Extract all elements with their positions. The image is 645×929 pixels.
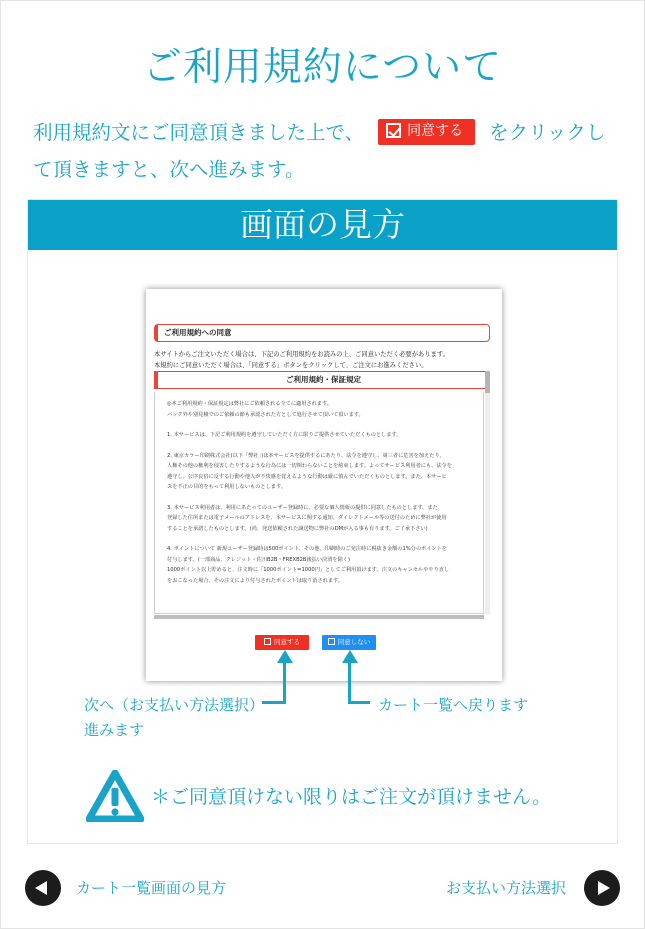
shot-scrollbar <box>485 371 490 614</box>
prev-arrow-icon[interactable] <box>25 870 61 906</box>
panel-header: 画面の見方 <box>28 200 617 250</box>
shot-agree-button <box>255 635 309 650</box>
terms-paragraph: 3. 本サービス利用者は、利用にあたってのユーザー登録時に、必要な個人情報の提供に同意したものとします。また、 登録した住所または電子メールのアドレスを、本サービスに関する通知、ダイレクトメール等の送付のために弊社が使用 することを承諾したものとします。(尚、発送依頼された譲送物に弊社のDMが入る事も有ります。ご了承下さい) <box>167 504 447 532</box>
shot-disagree-button <box>322 635 376 650</box>
screenshot-preview <box>146 289 502 681</box>
terms-paragraph: ◎本ご利用規約・保証規定は弊社にご依頼される全てに適用されます。 バック外や別見積でのご依頼の節も承認された方として進行させて頂いて頂います。 <box>167 401 364 418</box>
warning-icon <box>86 770 144 822</box>
next-page-link[interactable]: お支払い方法選択 <box>446 879 567 897</box>
shot-disagree-label: 同意しない <box>337 638 371 646</box>
checkbox-icon <box>264 638 271 645</box>
shot-section-heading: ご利用規約への同意 <box>154 324 490 342</box>
callout-back: カート一覧へ戻ります <box>378 696 529 714</box>
shot-terms-heading: ご利用規約・保証規定 <box>154 371 490 389</box>
arrow-line <box>262 701 286 704</box>
shot-scrollbar-thumb <box>485 371 490 393</box>
next-arrow-icon[interactable] <box>584 870 620 906</box>
arrow-line <box>348 701 370 704</box>
arrow-line <box>283 662 286 704</box>
screen-guide-panel <box>27 199 618 844</box>
callout-next-line2: 進みます <box>84 721 145 739</box>
callout-next-line1: 次へ（お支払い方法選択） <box>84 696 265 714</box>
warning-text: ＊ご同意頂けない限りはご注文が頂けません。 <box>151 786 552 808</box>
callout-next <box>84 693 264 743</box>
agree-chip <box>378 119 475 145</box>
shot-description-line1: 本サイトからご注文いただく場合は、下記のご利用規約をお読みの上、ご同意いただく必要があります。 <box>154 351 450 358</box>
shot-description-line2: 本規約にご同意いただく場合は、「同意する」ボタンをクリックして、ご注文にお進みください。 <box>154 362 428 369</box>
intro-before: 利用規約文にご同意頂きました上で、 <box>33 121 365 144</box>
intro-text <box>33 114 623 188</box>
intro-after: をクリックして頂きますと、次へ進みます。 <box>33 121 606 181</box>
shot-terms-box <box>154 392 484 614</box>
shot-description <box>154 349 494 371</box>
agree-chip-label: 同意する <box>407 122 464 139</box>
terms-paragraph: 2. 東京カラー印刷株式会社(以下「弊社」)は本サービスを提供するにあたり、法令を遵守し、第三者に危害を加えたり、 人権その他の権利を侵害したりするような行為には一切関わらないことを約束します。よってサービス利用者にも、法令を 遵守し、公序良俗に反する行動や他人が不快感を覚えるような行動は厳に慎んでいただくものとします。また、本サービ スを不正の目的をもって利用しないものとします。 <box>167 452 452 490</box>
shot-horizontal-scrollbar <box>154 615 484 619</box>
checkbox-icon <box>328 638 335 645</box>
terms-paragraph: 4. ポイントについて 新規ユーザー登録時は500ポイント、その他、印刷時のご発注時に税抜き金額の1%分のポイントを 付与します。(一部商品、クレジット・佐川B2B・FREXB2B後払い決済を除く) 1000ポイント以上貯めると、注文時に「1000ポイント=1000円」としてご利用頂けます。注文のキャンセルややり直し をおこなった場合、その注文により付与されたポイントは取り消されます。 <box>167 546 450 584</box>
checkbox-icon <box>386 123 401 138</box>
page-title: ご利用規約について <box>142 45 503 90</box>
arrow-line <box>348 662 351 704</box>
shot-agree-label: 同意する <box>274 638 300 646</box>
terms-paragraph: 1. 本サービスは、下記ご利用規約を遵守していただく方に限りご提供させていただくものとします。 <box>167 432 402 438</box>
prev-page-link[interactable]: カート一覧画面の見方 <box>76 879 227 897</box>
